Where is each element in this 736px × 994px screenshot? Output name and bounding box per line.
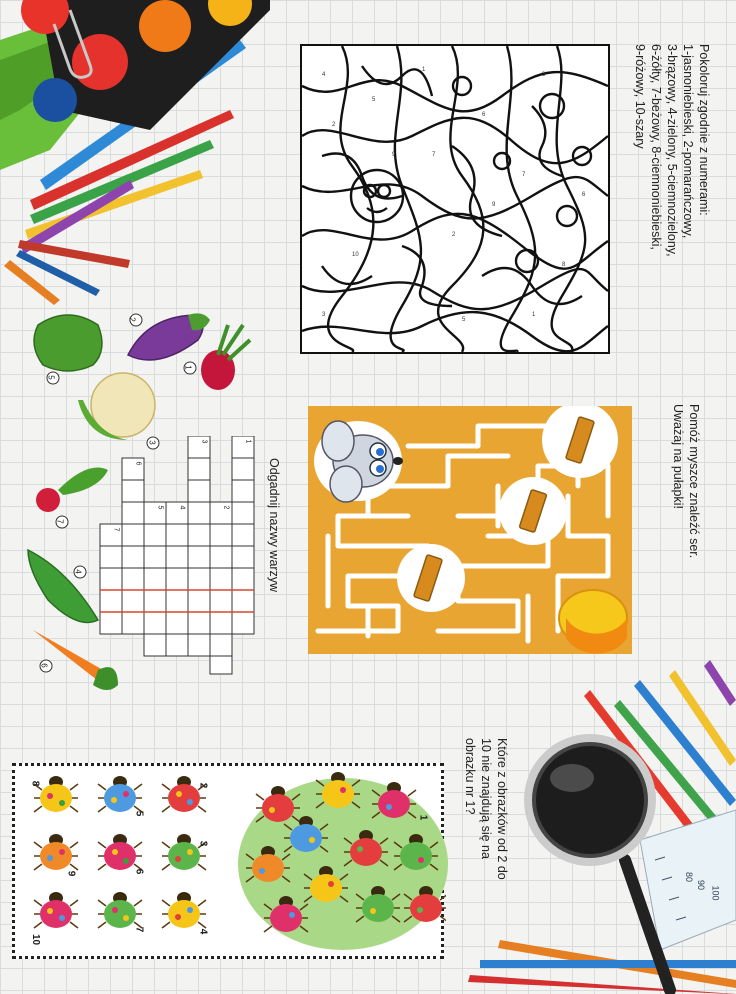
maze-puzzle[interactable] bbox=[308, 406, 632, 654]
svg-text:6: 6 bbox=[482, 112, 486, 118]
svg-text:2: 2 bbox=[452, 232, 456, 238]
svg-text:2: 2 bbox=[332, 122, 336, 128]
crossword-clue-number: 3 bbox=[200, 439, 208, 444]
bug-number: 6 bbox=[133, 868, 145, 875]
vegetable-label: 5 bbox=[46, 375, 56, 380]
svg-text:7: 7 bbox=[522, 172, 526, 178]
crossword-grid[interactable] bbox=[98, 436, 258, 676]
ruler-number: 80 bbox=[684, 871, 695, 883]
ruler-number: 100 bbox=[710, 885, 721, 901]
vegetable-label: 7 bbox=[55, 519, 65, 524]
svg-text:7: 7 bbox=[432, 152, 436, 158]
svg-text:4: 4 bbox=[412, 282, 416, 288]
svg-text:10: 10 bbox=[352, 252, 359, 258]
crossword-clue-number: 1 bbox=[244, 439, 252, 444]
crossword-clue-number: 7 bbox=[112, 527, 120, 532]
crossword-clue-number: 4 bbox=[178, 505, 186, 510]
svg-text:1: 1 bbox=[532, 312, 536, 318]
bug-number: 8 bbox=[29, 780, 41, 787]
bug-number: 1 bbox=[417, 814, 429, 821]
svg-text:9: 9 bbox=[492, 202, 496, 208]
svg-text:3: 3 bbox=[542, 72, 546, 78]
ruler-number: 90 bbox=[696, 879, 707, 891]
bugs-illustrations[interactable] bbox=[16, 768, 446, 956]
svg-text:6: 6 bbox=[582, 192, 586, 198]
magnifier-pencils-decoration bbox=[440, 660, 736, 994]
vegetable-label: 6 bbox=[39, 663, 49, 668]
svg-text:5: 5 bbox=[372, 97, 376, 103]
bug-number: 10 bbox=[30, 933, 42, 946]
crossword-clue-number: 2 bbox=[222, 505, 230, 510]
bug-number: 3 bbox=[197, 840, 209, 847]
paint-palette-decoration bbox=[0, 0, 270, 330]
bug-number: 9 bbox=[65, 870, 77, 877]
bug-number: 5 bbox=[133, 810, 145, 817]
bugs-question: Które z obrazków od 2 do 10 nie znajdują się na obrazku nr 1? bbox=[463, 738, 509, 880]
coloring-instruction: Pokoloruj zgodnie z numerami: 1-jasnoniebieski, 2-pomarańczowy, 3-brązowy, 4-zielony, 5-ciemnozielony, 6-żółty, 7-beżowy, 8-ciemnoniebieski, 9-różowy, 10-szary bbox=[633, 44, 711, 257]
svg-text:4: 4 bbox=[322, 72, 326, 78]
vegetable-label: 4 bbox=[73, 569, 83, 574]
vegetable-label: 1 bbox=[183, 365, 193, 370]
svg-text:5: 5 bbox=[462, 317, 466, 323]
bug-number: 2 bbox=[197, 782, 209, 789]
svg-text:1: 1 bbox=[422, 67, 426, 73]
crossword-clue-number: 6 bbox=[134, 461, 142, 466]
vegetable-label: 2 bbox=[127, 317, 137, 322]
svg-text:9: 9 bbox=[392, 152, 396, 158]
maze-instruction: Pomóż myszce znaleźć ser. Uważaj na pułapki! bbox=[671, 404, 701, 559]
bug-number: 4 bbox=[197, 928, 209, 935]
crossword-clue-number: 5 bbox=[156, 505, 164, 510]
svg-text:8: 8 bbox=[562, 262, 566, 268]
vegetable-label: 3 bbox=[147, 440, 157, 445]
coloring-picture[interactable] bbox=[300, 44, 610, 354]
bug-number: 7 bbox=[133, 926, 145, 933]
svg-text:3: 3 bbox=[322, 312, 326, 318]
crossword-instruction: Odgadnij nazwy warzyw bbox=[267, 458, 281, 593]
